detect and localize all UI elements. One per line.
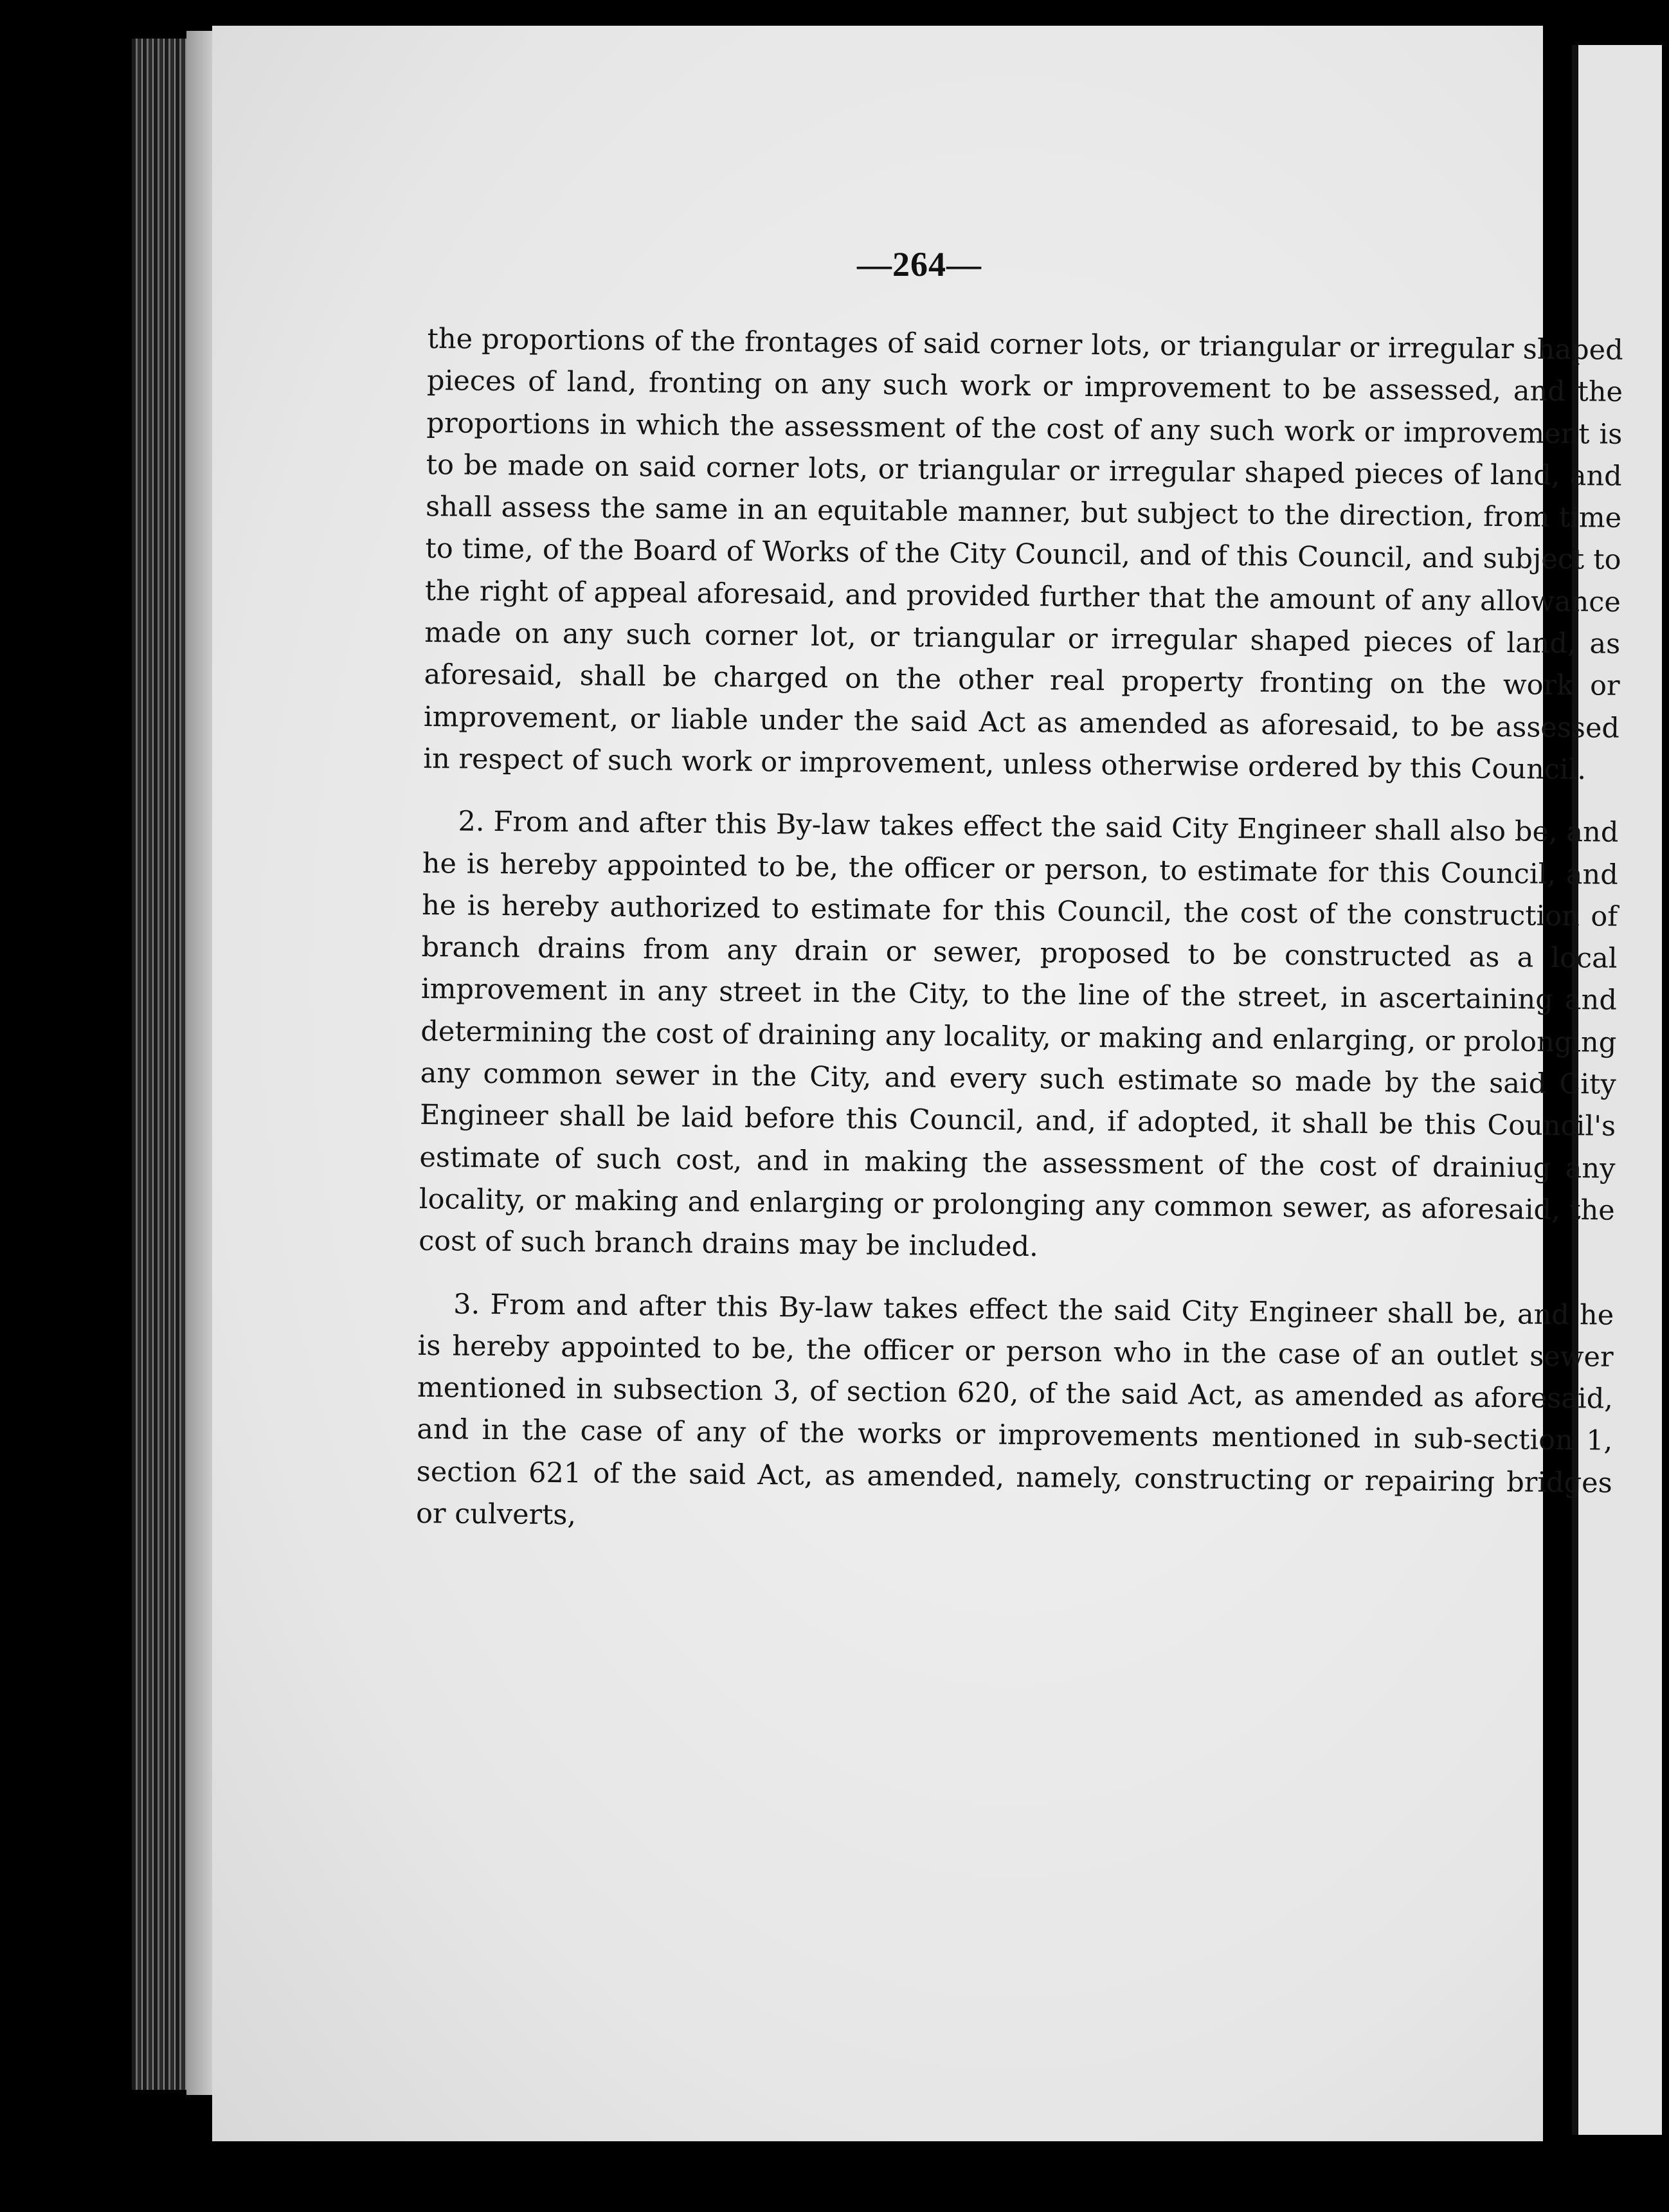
paragraph-section-3: 3. From and after this By-law takes effect the said City Engineer shall be, and he is hereby appointed to be, the officer or person who in the case of an outlet sewer mentioned in subsection 3, of section 620, of the said Act, as amended as aforesaid, and in the case of any of the works or improvements mentioned in sub-section 1, section 621 of the said Act, as amended, namely, constructing or repairing bridges or culverts,: [415, 1287, 1614, 1532]
book-page: [212, 26, 1623, 2141]
page-number: —264—: [857, 245, 982, 284]
paragraph-continuation: the proportions of the frontages of said corner lots, or triangular or irregular shaped pieces of land, fronting on any such work or improvement to be assessed, and the proportions in which the assessment of the cost of any such work or improvement is to be made on said corner lots, or triangular or irregular shaped pieces of land, and shall assess the same in an equitable manner, but subject to the direction, from time to time, of the Board of Works of the City Council, and of this Council, and subject to the right of appeal aforesaid, and provided further that the amount of any allowance made on any such corner lot, or triangular or irregular shaped pieces of land, as aforesaid, shall be charged on the other real property fronting on the work or improvement, or liable under the said Act as amended as aforesaid, to be assessed in respect of such work or improvement, unless otherwise ordered by this Council.: [423, 322, 1623, 786]
page-body-text: [416, 318, 1623, 1546]
paragraph-section-2: 2. From and after this By-law takes effect the said City Engineer shall also be, and he is hereby appointed to be, the officer or person, to estimate for this Council, and he is hereby authorized to estimate for this Council, the cost of the construction of branch drains from any drain or sewer, proposed to be constructed as a local improvement in any street in the City, to the line of the street, in ascertaining and determining the cost of draining any locality, or making and enlarging, or prolonging any common sewer in the City, and every such estimate so made by the said City Engineer shall be laid before this Council, and, if adopted, it shall be this Council's estimate of such cost, and in making the assessment of the cost of drainiug any locality, or making and enlarging or prolonging any common sewer, as aforesaid, the cost of such branch drains may be included.: [418, 805, 1619, 1264]
